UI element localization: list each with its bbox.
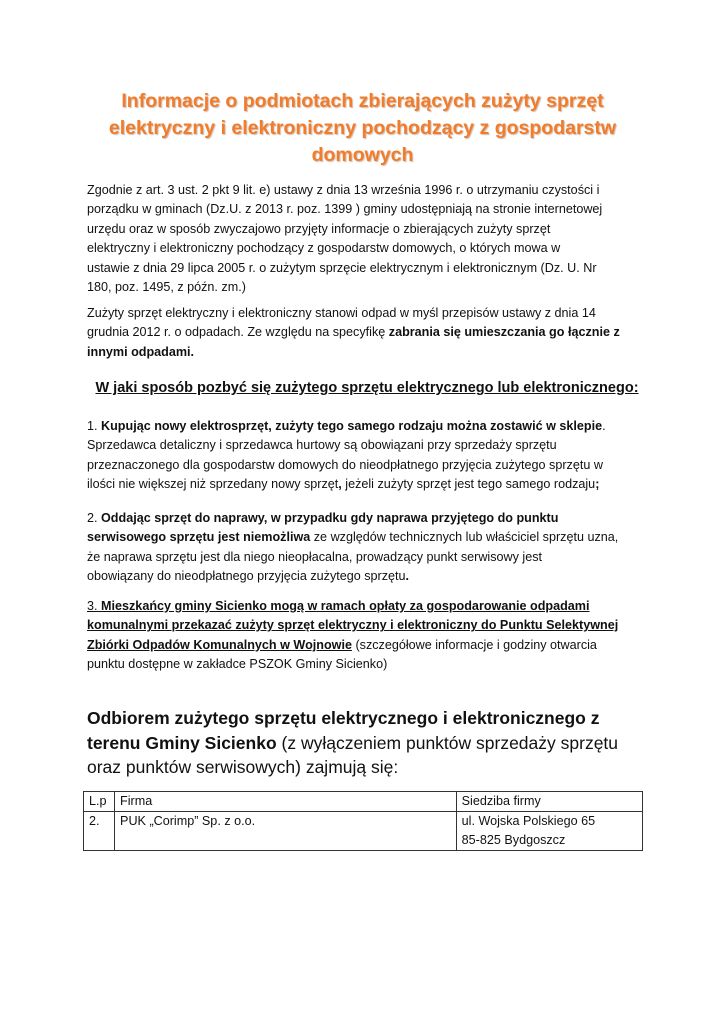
intro-line: Zgodnie z art. 3 ust. 2 pkt 9 lit. e) ustawy z dnia 13 września 1996 r. o utrzymaniu czystości i [87, 183, 600, 197]
collectors-area: terenu Gminy Sicienko [87, 732, 277, 753]
collectors-table [83, 791, 643, 851]
option-3-pszok-name: Zbiórki Odpadów Komunalnych w Wojnowie [87, 637, 352, 652]
title-line: elektryczny i elektroniczny pochodzący z gospodarstw [108, 117, 617, 139]
option-1-text: jeżeli zużyty sprzęt jest tego samego rodzaju [341, 477, 596, 492]
intro-line: porządku w gminach (Dz.U. z 2013 r. poz. 1399 ) gminy udostępniają na stronie internetowej [87, 202, 603, 217]
title-line: domowych [311, 144, 414, 166]
option-3-line [87, 597, 647, 616]
cell-firm: PUK „Corimp” Sp. z o.o. [115, 812, 457, 851]
option-1-paragraph [87, 417, 647, 495]
intro-line: elektryczny i elektroniczny pochodzący z gospodarstw domowych, o których mowa w [87, 241, 561, 256]
option-1-comma: , [338, 477, 342, 492]
option-number: 1. [87, 419, 102, 433]
waste-warning-end: innymi odpadami. [87, 344, 195, 359]
option-1-line: Sprzedawca detaliczny i sprzedawca hurtowy są obowiązani przy sprzedaży sprzętu [87, 438, 557, 453]
intro-paragraph [87, 181, 647, 297]
option-2-paragraph [87, 509, 647, 587]
page-title [90, 88, 635, 169]
option-3-title: Mieszkańcy gminy Sicienko mogą w ramach opłaty za gospodarowanie odpadami [101, 599, 590, 613]
option-2-title-end: serwisowego sprzętu jest niemożliwa [87, 530, 311, 545]
cell-lp: 2. [84, 812, 115, 851]
waste-paragraph [87, 304, 647, 362]
collectors-heading-line: Odbiorem zużytego sprzętu elektrycznego i elektronicznego z [87, 708, 600, 728]
option-2-text: ze względów technicznych lub właściciel sprzętu uzna, [310, 530, 619, 545]
table-row [84, 812, 643, 851]
option-1-semicolon: ; [595, 477, 600, 492]
collectors-heading-line [87, 731, 647, 756]
intro-line: urzędu oraz w sposób zwyczajowo przyjęty informacje o zbierających zużyty sprzęt [87, 221, 551, 236]
option-1-line: przeznaczonego dla gospodarstw domowych do nieodpłatnego przyjęcia zużytego sprzętu w [87, 457, 603, 472]
option-1-dot: . [602, 419, 606, 433]
title-line: Informacje o podmiotach zbierających zużyty sprzęt [121, 90, 604, 112]
waste-text: grudnia 2012 r. o odpadach. Ze względu na specyfikę [87, 325, 389, 340]
seat-city: 85-825 Bydgoszcz [461, 833, 566, 847]
intro-line: ustawie z dnia 29 lipca 2005 r. o zużytym sprzęcie elektrycznym i elektronicznym (Dz. U. Nr [87, 260, 597, 275]
how-to-dispose-heading: W jaki sposób pozbyć się zużytego sprzętu elektrycznego lub elektronicznego: [95, 380, 639, 396]
option-number: 3. [87, 599, 102, 613]
option-2-title: Oddając sprzęt do naprawy, w przypadku gdy naprawa przyjętego do punktu [101, 511, 559, 525]
option-1-title: Kupując nowy elektrosprzęt, zużyty tego samego rodzaju można zostawić w sklepie [101, 419, 603, 433]
option-1-text: ilości nie większej niż sprzedany nowy sprzęt [87, 477, 339, 492]
waste-warning: zabrania się umieszczania go łącznie z [388, 325, 620, 340]
header-lp: L.p [84, 792, 115, 812]
header-seat: Siedziba firmy [456, 792, 642, 812]
option-3-title: komunalnymi przekazać zużyty sprzęt elektryczny i elektroniczny do Punktu Selektywnej [87, 618, 619, 633]
option-2-text: obowiązany do nieodpłatnego przyjęcia zużytego sprzętu [87, 569, 406, 584]
option-1-line [87, 475, 647, 494]
option-3-line: punktu dostępne w zakładce PSZOK Gminy Sicienko) [87, 657, 388, 672]
option-2-line [87, 567, 647, 586]
collectors-note: (z wyłączeniem punktów sprzedaży sprzętu [276, 732, 619, 753]
waste-line [87, 323, 647, 342]
seat-street: ul. Wojska Polskiego 65 [461, 814, 596, 828]
option-2-line [87, 528, 647, 547]
cell-seat [456, 812, 642, 851]
intro-line: 180, poz. 1495, z późn. zm.) [87, 280, 246, 295]
option-3-paragraph [87, 597, 647, 675]
option-1-line [87, 417, 647, 436]
option-3-text: (szczegółowe informacje i godziny otwarcia [351, 637, 597, 652]
option-3-line [87, 636, 647, 655]
option-2-line: że naprawa sprzętu jest dla niego nieopłacalna, prowadzący punkt serwisowy jest [87, 549, 543, 564]
table-header-row [84, 792, 643, 812]
collectors-heading-line: oraz punktów serwisowych) zajmują się: [87, 757, 399, 777]
option-2-line [87, 509, 647, 528]
collectors-heading [87, 706, 647, 780]
option-2-dot: . [405, 569, 410, 584]
header-firm: Firma [115, 792, 457, 812]
option-number: 2. [87, 511, 102, 525]
waste-line: Zużyty sprzęt elektryczny i elektroniczny stanowi odpad w myśl przepisów ustawy z dnia 14 [87, 306, 596, 320]
